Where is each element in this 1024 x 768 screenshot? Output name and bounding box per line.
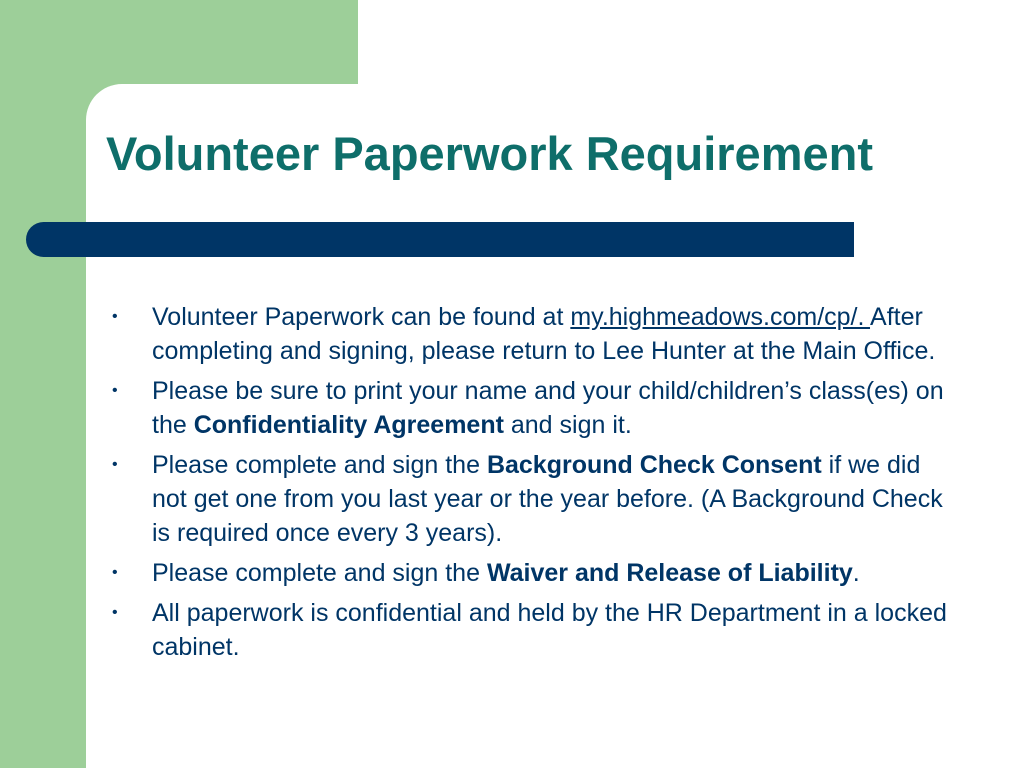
bullet-text — [152, 377, 944, 439]
bullet-text-part: After completing and signing, please return to Lee Hunter at the Main Office. — [152, 303, 936, 365]
bullet-text-part: Please complete and sign the — [152, 559, 487, 587]
bullet-text-part: . — [852, 559, 860, 587]
bullet-text-part: All paperwork is confidential and held by the HR Department in a locked cabinet. — [152, 599, 947, 661]
slide-title: Volunteer Paperwork Requirement — [106, 127, 873, 180]
bullet-list — [110, 300, 950, 670]
bullet-item-waiver — [110, 556, 950, 590]
background-check-consent-label: Background Check Consent — [486, 451, 822, 479]
bullet-icon: • — [112, 456, 118, 473]
bullet-text — [152, 599, 947, 661]
bullet-icon: • — [112, 308, 118, 325]
bullet-icon: • — [112, 382, 118, 399]
bullet-text — [152, 451, 943, 547]
confidentiality-agreement-label: Confidentiality Agreement — [193, 411, 504, 439]
bullet-icon: • — [112, 604, 118, 621]
bullet-item-confidentiality — [110, 374, 950, 442]
bullet-icon: • — [112, 564, 118, 581]
bullet-item-confidential-storage — [110, 596, 950, 664]
bullet-text-part: Volunteer Paperwork can be found at — [152, 303, 571, 331]
title-divider-bar — [26, 222, 854, 257]
bullet-text-part: and sign it. — [503, 411, 632, 439]
bullet-text-part: Please complete and sign the — [152, 451, 487, 479]
bullet-text-part: Please be sure to print your name and your child/children’s class(es) on the — [152, 377, 944, 439]
bullet-text — [152, 559, 860, 587]
bullet-text — [152, 303, 935, 365]
bullet-item-background-check — [110, 448, 950, 550]
bullet-text-part: if we did not get one from you last year or the year before. (A Background Check is required once every 3 years). — [152, 451, 943, 547]
paperwork-link[interactable]: my.highmeadows.com/cp/. — [570, 303, 871, 331]
bullet-item-paperwork-location — [110, 300, 950, 368]
waiver-release-label: Waiver and Release of Liability — [486, 559, 853, 587]
